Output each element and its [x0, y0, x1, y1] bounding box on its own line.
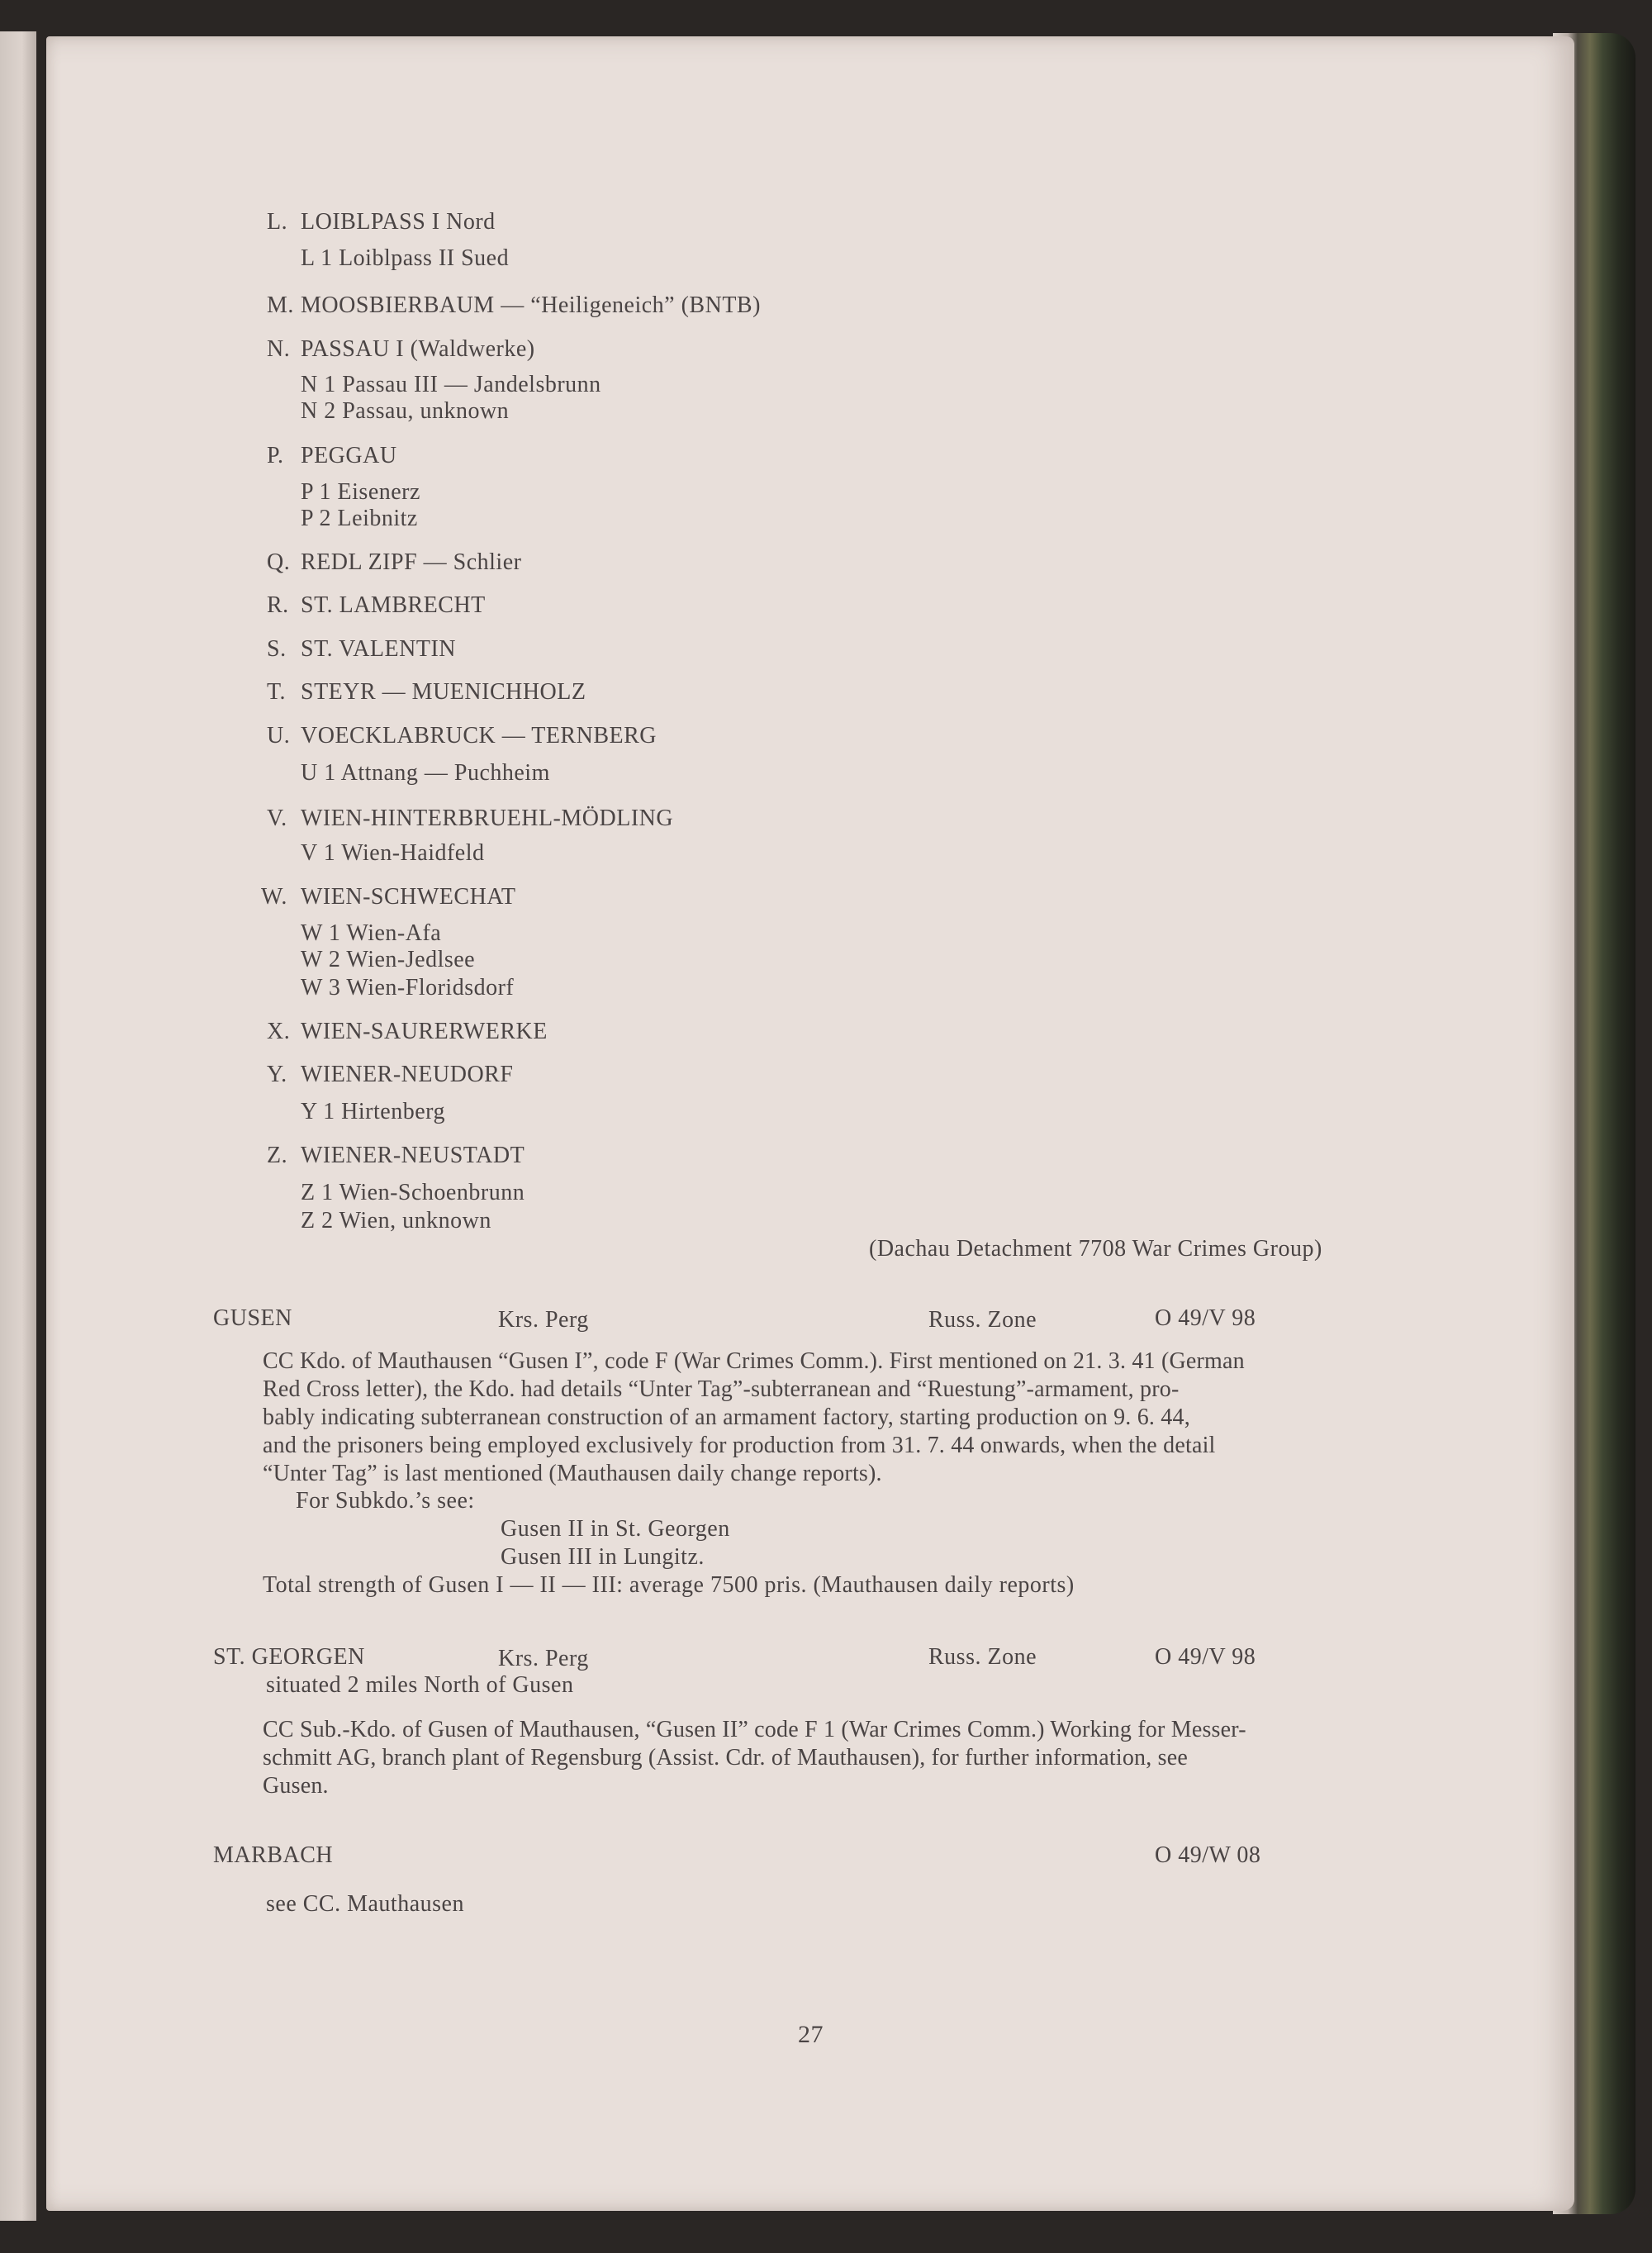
subcamp-name: W 3 Wien-Floridsdorf	[301, 975, 515, 1001]
camp-letter: L.	[267, 209, 288, 235]
camp-letter: U.	[267, 723, 291, 749]
camp-name: LOIBLPASS I Nord	[301, 209, 496, 235]
camp-name: REDL ZIPF — Schlier	[301, 549, 522, 575]
camp-letter: T.	[267, 679, 287, 705]
subcamp-name: P 1 Eisenerz	[301, 479, 420, 505]
entry-title: ST. GEORGEN	[213, 1644, 365, 1670]
camp-name: WIENER-NEUDORF	[301, 1062, 514, 1087]
text-line: “Unter Tag” is last mentioned (Mauthausen daily change reports).	[263, 1461, 882, 1486]
camp-name: ST. LAMBRECHT	[301, 592, 486, 618]
text-line: and the prisoners being employed exclusively for production from 31. 7. 44 onwards, when the detail	[263, 1433, 1216, 1458]
subcamp-name: N 1 Passau III — Jandelsbrunn	[301, 372, 601, 397]
text-line: bably indicating subterranean construction of an armament factory, starting production on 9. 6. 44,	[263, 1405, 1190, 1430]
subcamp-name: L 1 Loiblpass II Sued	[301, 245, 510, 271]
entry-note: see CC. Mauthausen	[266, 1891, 464, 1917]
text-line: schmitt AG, branch plant of Regensburg (Assist. Cdr. of Mauthausen), for further information, see	[263, 1745, 1188, 1771]
entry-description	[263, 1716, 1408, 1800]
camp-letter: Y.	[267, 1062, 287, 1087]
text-line: CC Kdo. of Mauthausen “Gusen I”, code F (War Crimes Comm.). First mentioned on 21. 3. 41 (German	[263, 1348, 1245, 1374]
entry-district: Krs. Perg	[498, 1646, 589, 1671]
subkdo-intro: For Subkdo.’s see:	[296, 1488, 475, 1514]
entry-title: GUSEN	[213, 1305, 292, 1331]
camp-letter: X.	[267, 1019, 291, 1044]
subcamp-name: U 1 Attnang — Puchheim	[301, 760, 550, 786]
camp-letter: N.	[267, 336, 291, 362]
camp-letter: R.	[267, 592, 289, 618]
list-source-note: (Dachau Detachment 7708 War Crimes Group)	[869, 1236, 1322, 1262]
subcamp-name: Z 1 Wien-Schoenbrunn	[301, 1180, 525, 1205]
camp-letter: P.	[267, 443, 284, 468]
subcamp-name: Y 1 Hirtenberg	[301, 1099, 445, 1124]
camp-name: WIEN-SCHWECHAT	[301, 884, 516, 910]
entry-grid-ref: O 49/V 98	[1155, 1644, 1256, 1670]
entry-grid-ref: O 49/V 98	[1155, 1305, 1256, 1331]
entry-district: Krs. Perg	[498, 1307, 589, 1333]
subcamp-name: P 2 Leibnitz	[301, 506, 418, 531]
subcamp-name: N 2 Passau, unknown	[301, 398, 510, 424]
subkdo-item: Gusen II in St. Georgen	[501, 1516, 730, 1542]
subcamp-name: W 2 Wien-Jedlsee	[301, 947, 476, 972]
adjacent-page-edge	[0, 31, 36, 2221]
camp-name: WIENER-NEUSTADT	[301, 1143, 525, 1168]
camp-letter: W.	[261, 884, 287, 910]
page-number: 27	[798, 2021, 824, 2048]
camp-letter: S.	[267, 636, 287, 662]
camp-name: STEYR — MUENICHHOLZ	[301, 679, 586, 705]
camp-letter: Z.	[267, 1143, 288, 1168]
entry-description	[263, 1348, 1408, 1488]
camp-name: WIEN-SAURERWERKE	[301, 1019, 548, 1044]
subkdo-item: Gusen III in Lungitz.	[501, 1544, 705, 1570]
subcamp-name: Z 2 Wien, unknown	[301, 1208, 491, 1233]
camp-letter: Q.	[267, 549, 291, 575]
subcamp-name: V 1 Wien-Haidfeld	[301, 840, 485, 866]
subcamp-name: W 1 Wien-Afa	[301, 920, 442, 946]
camp-name: PASSAU I (Waldwerke)	[301, 336, 535, 362]
camp-name: PEGGAU	[301, 443, 397, 468]
camp-name: MOOSBIERBAUM — “Heiligeneich” (BNTB)	[301, 292, 761, 318]
entry-title: MARBACH	[213, 1842, 334, 1868]
camp-name: WIEN-HINTERBRUEHL-MÖDLING	[301, 806, 674, 831]
text-line: CC Sub.-Kdo. of Gusen of Mauthausen, “Gusen II” code F 1 (War Crimes Comm.) Working for Messer-	[263, 1717, 1246, 1742]
camp-name: ST. VALENTIN	[301, 636, 456, 662]
entry-total-strength: Total strength of Gusen I — II — III: average 7500 pris. (Mauthausen daily reports)	[263, 1572, 1075, 1598]
camp-name: VOECKLABRUCK — TERNBERG	[301, 723, 657, 749]
text-line: Gusen.	[263, 1773, 329, 1799]
entry-grid-ref: O 49/W 08	[1155, 1842, 1261, 1868]
entry-zone: Russ. Zone	[928, 1644, 1037, 1670]
entry-zone: Russ. Zone	[928, 1307, 1037, 1333]
text-line: Red Cross letter), the Kdo. had details “Unter Tag”-subterranean and “Ruestung”-armament, pro-	[263, 1376, 1180, 1402]
entry-location: situated 2 miles North of Gusen	[266, 1672, 574, 1698]
camp-letter: V.	[267, 806, 287, 831]
camp-letter: M.	[267, 292, 294, 318]
